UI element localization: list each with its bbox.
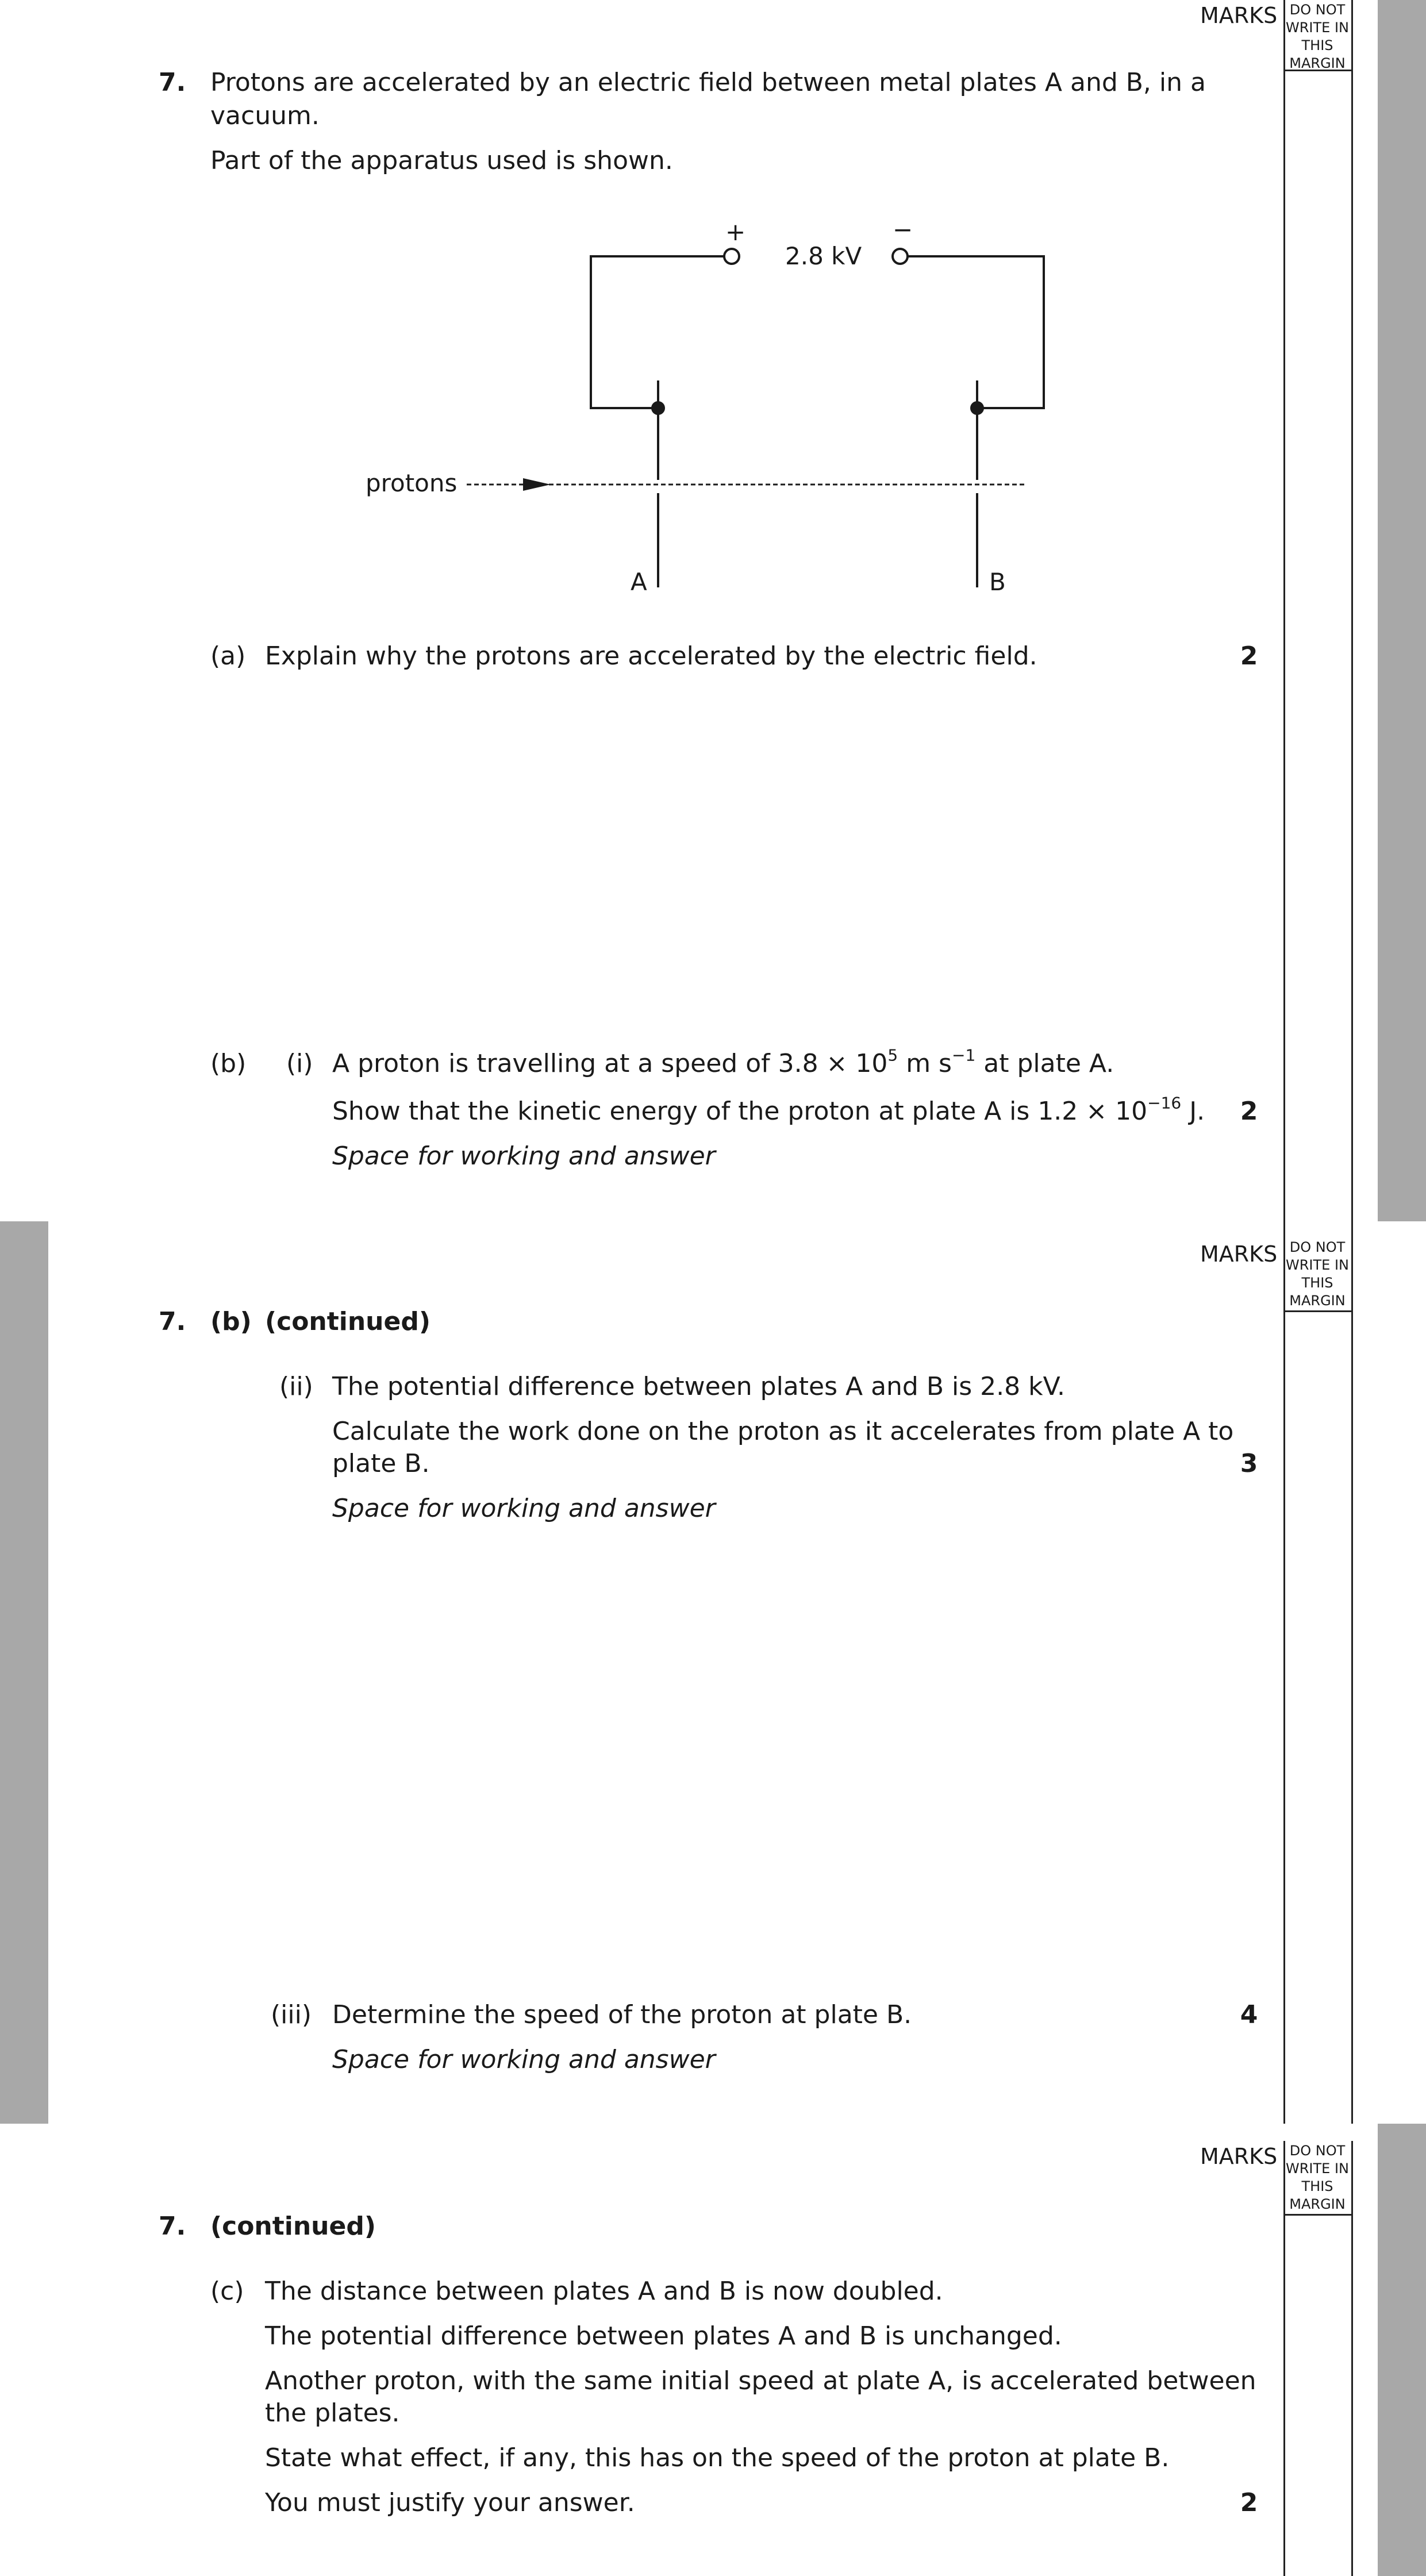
apparatus-diagram	[345, 213, 1058, 615]
page-3	[0, 2124, 1426, 2576]
page-1	[0, 0, 1426, 1221]
apparatus-text: Part of the apparatus used is shown.	[210, 146, 673, 175]
question-number: 7.	[159, 68, 186, 97]
margin-line-right	[1351, 0, 1353, 1221]
part-b-label: (b)	[210, 1307, 252, 1336]
part-b-ii-calc-line2: plate B.	[332, 1449, 430, 1478]
plate-a-label: A	[631, 568, 647, 596]
continued-label: (continued)	[265, 1307, 431, 1336]
intro-text-line1: Protons are accelerated by an electric field between metal plates A and B, in a	[210, 68, 1206, 97]
margin-line-right	[1351, 1221, 1353, 2124]
part-b-ii-label: (ii)	[279, 1372, 313, 1401]
continued-label: (continued)	[210, 2212, 376, 2241]
plate-a-junction	[651, 401, 665, 415]
question-number: 7.	[159, 1307, 186, 1336]
part-b-iii-label: (iii)	[271, 2000, 312, 2029]
margin-header-rule	[1283, 2214, 1353, 2216]
part-a-text: Explain why the protons are accelerated by the electric field.	[265, 641, 1037, 671]
right-margin-bar	[1378, 2124, 1426, 2576]
part-b-ii-calc-line1: Calculate the work done on the proton as it accelerates from plate A to	[332, 1417, 1234, 1446]
part-c-text-3-line1: Another proton, with the same initial speed at plate A, is accelerated between	[265, 2366, 1256, 2396]
part-b-i-marks: 2	[1240, 1097, 1258, 1126]
plate-b-junction	[970, 401, 984, 415]
part-b-iii-marks: 4	[1240, 2000, 1258, 2029]
margin-line-left	[1283, 1221, 1285, 2124]
part-c-text-5: You must justify your answer.	[265, 2488, 635, 2517]
marks-header: MARKS	[1200, 3, 1278, 28]
minus-label: −	[893, 216, 913, 244]
part-b-ii-marks: 3	[1240, 1449, 1258, 1478]
working-space-label-2: Space for working and answer	[332, 2045, 716, 2074]
positive-terminal	[724, 249, 739, 264]
question-number: 7.	[159, 2212, 186, 2241]
negative-terminal	[893, 249, 908, 264]
protons-label: protons	[366, 469, 458, 497]
do-not-write-label: DO NOT WRITE IN THIS MARGIN	[1286, 2143, 1349, 2212]
part-a-marks: 2	[1240, 641, 1258, 671]
part-b-i-show-text: Show that the kinetic energy of the proton at plate A is $1.2 \times 10^{-16}$ J.	[332, 1093, 1205, 1126]
part-c-marks: 2	[1240, 2488, 1258, 2517]
plus-label: +	[725, 218, 746, 246]
do-not-write-label: DO NOT WRITE IN THIS MARGIN	[1286, 2, 1349, 71]
part-b-ii-text: The potential difference between plates A and B is 2.8 kV.	[332, 1372, 1066, 1401]
page-2	[0, 1221, 1426, 2124]
supply-voltage-label: 2.8 kV	[785, 242, 862, 270]
right-margin-bar	[1378, 0, 1426, 1221]
part-c-text-2: The potential difference between plates A and B is unchanged.	[265, 2321, 1062, 2351]
part-c-text-4: State what effect, if any, this has on the speed of the proton at plate B.	[265, 2443, 1170, 2473]
part-c-label: (c)	[210, 2277, 244, 2306]
part-a-label: (a)	[210, 641, 246, 671]
working-space-label: Space for working and answer	[332, 1141, 716, 1171]
part-b-iii-text: Determine the speed of the proton at plate B.	[332, 2000, 912, 2029]
left-margin-bar	[0, 1221, 48, 2124]
intro-text-line2: vacuum.	[210, 101, 320, 130]
working-space-label: Space for working and answer	[332, 1494, 716, 1523]
margin-line-right	[1351, 2141, 1353, 2576]
do-not-write-label: DO NOT WRITE IN THIS MARGIN	[1286, 1239, 1349, 1309]
right-wire	[907, 256, 1044, 408]
part-b-i-text: A proton is travelling at a speed of $3.8 \times 10^5$ m $s^{-1}$ at plate A.	[332, 1045, 1114, 1078]
marks-header: MARKS	[1200, 2144, 1278, 2169]
part-b-i-label: (i)	[286, 1049, 313, 1078]
part-c-text-3-line2: the plates.	[265, 2398, 400, 2428]
part-c-text-1: The distance between plates A and B is now doubled.	[265, 2277, 943, 2306]
part-b-label: (b)	[210, 1049, 247, 1078]
margin-header-rule	[1283, 1310, 1353, 1312]
proton-arrow	[523, 478, 551, 491]
plate-b-label: B	[989, 568, 1006, 596]
marks-header: MARKS	[1200, 1241, 1278, 1267]
margin-line-left	[1283, 0, 1285, 1221]
